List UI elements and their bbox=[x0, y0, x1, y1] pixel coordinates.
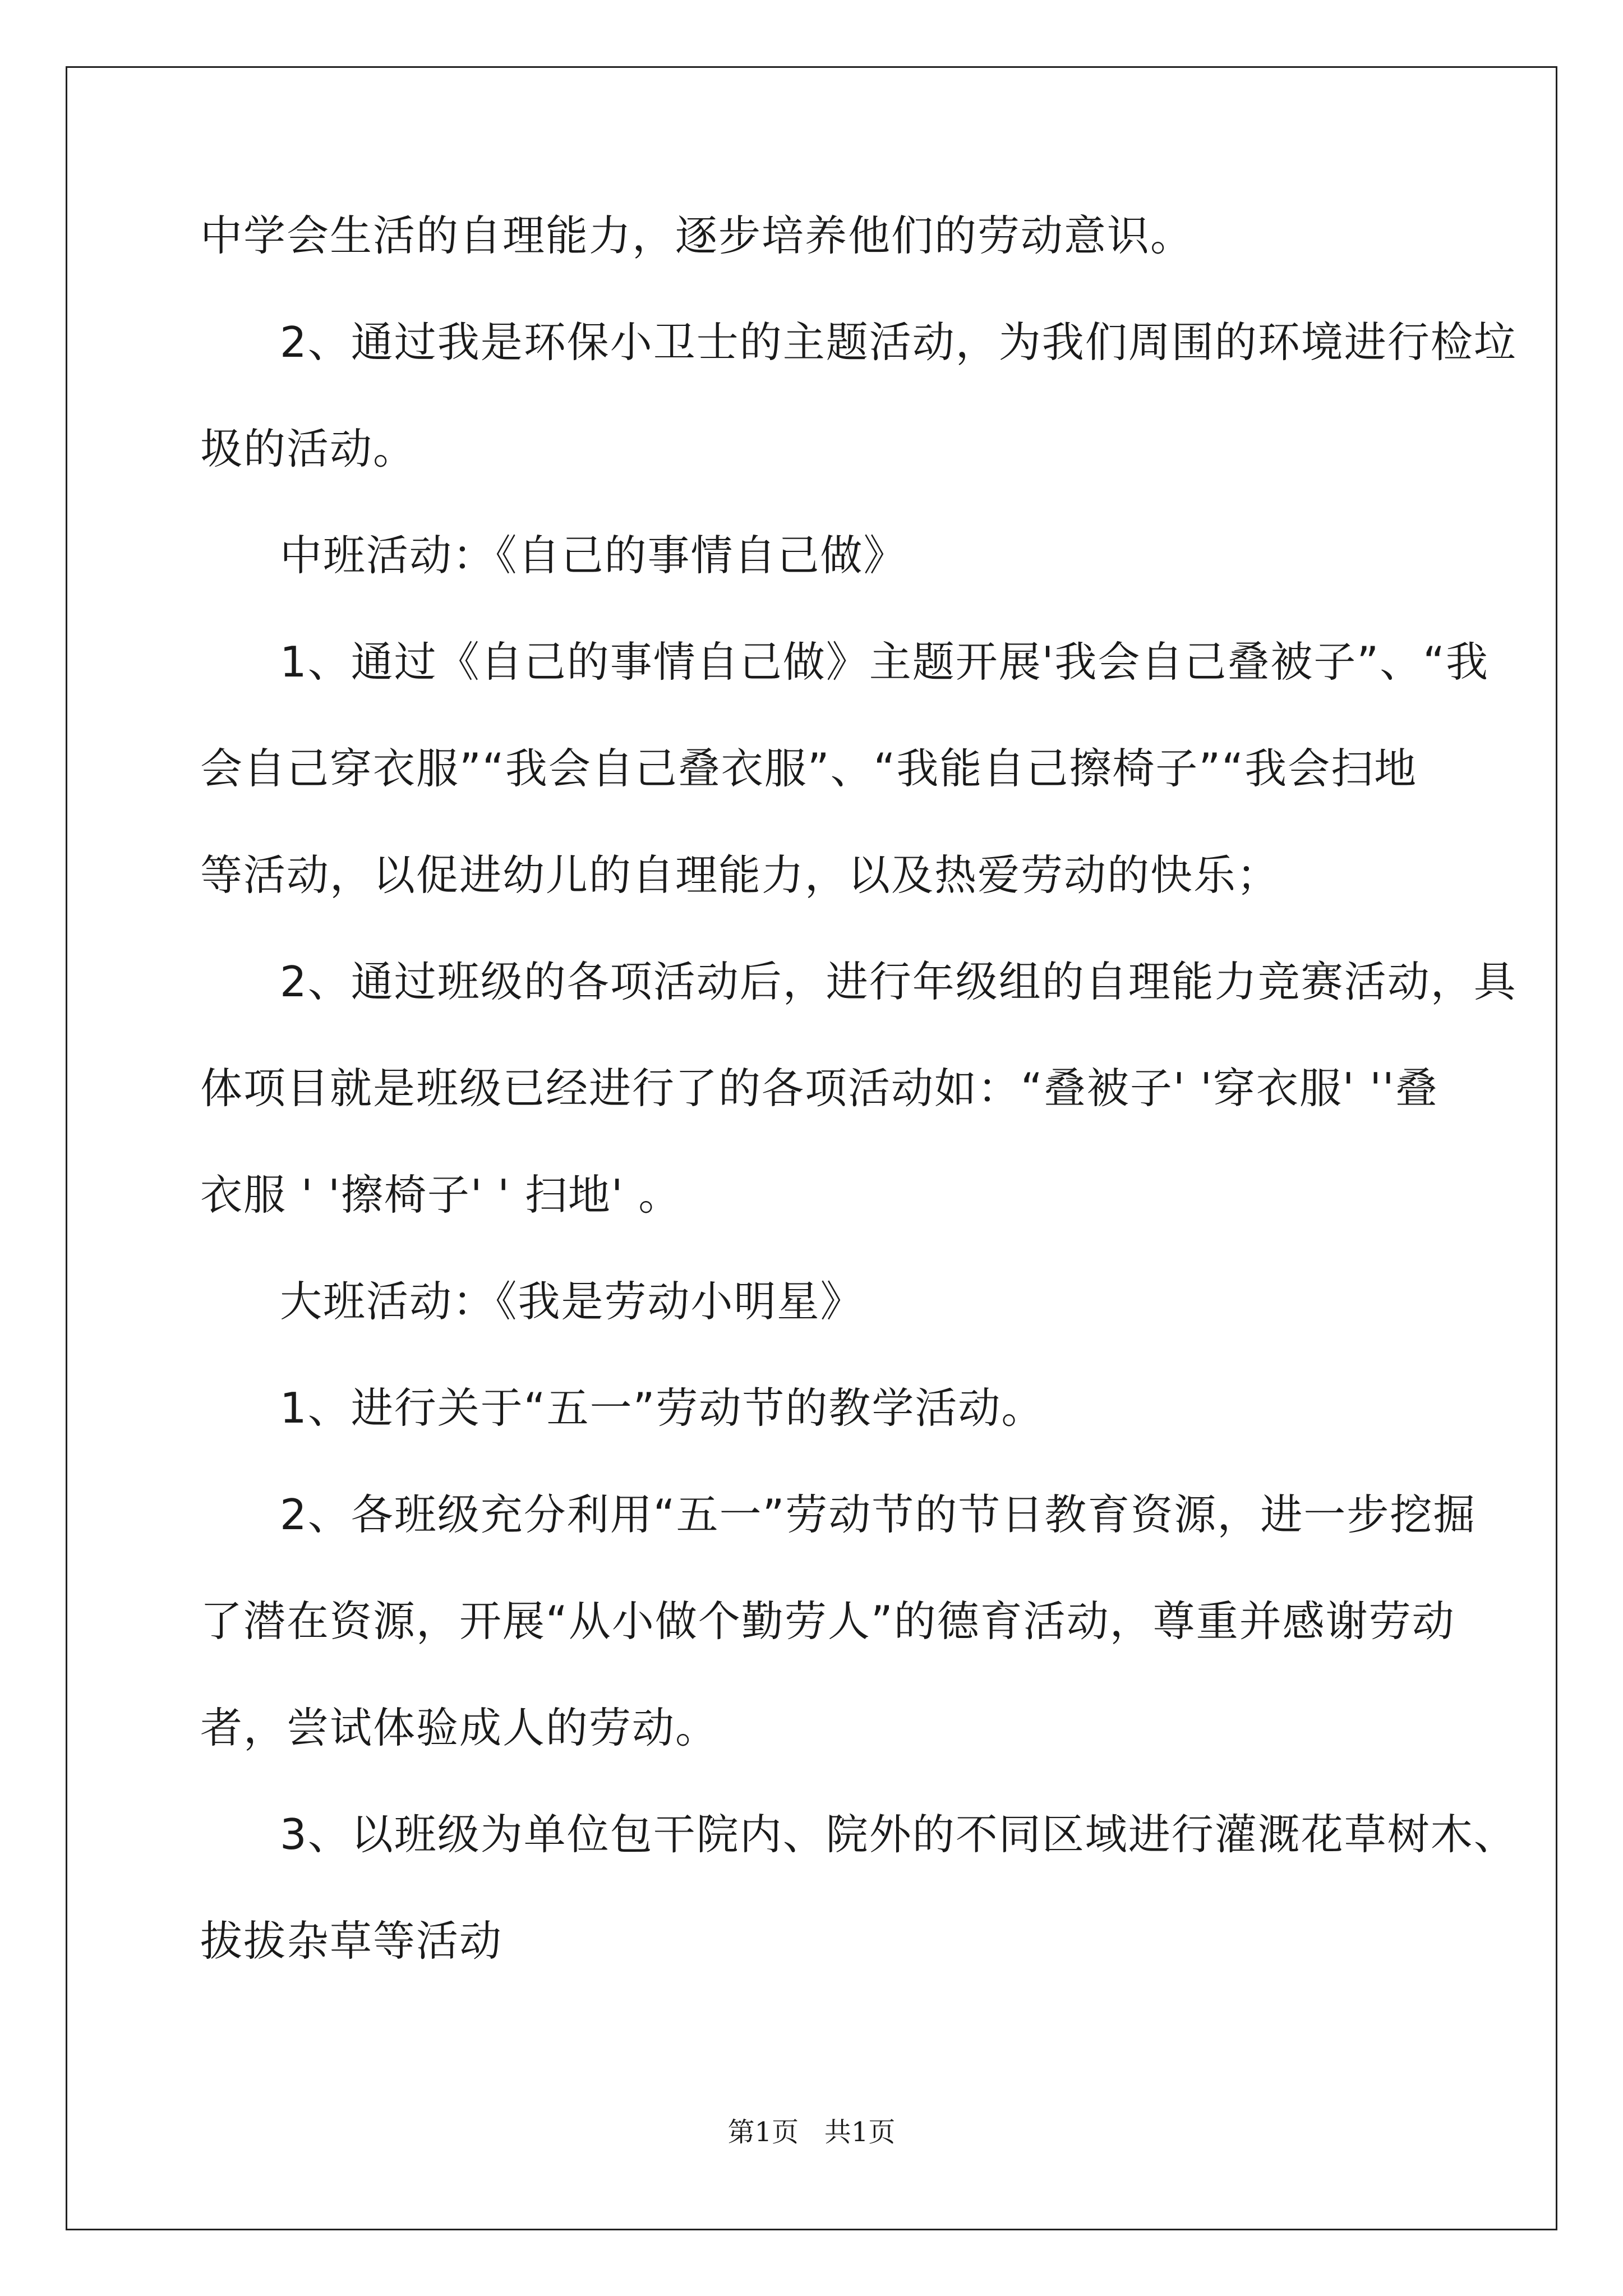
page-border bbox=[66, 66, 1557, 2230]
text-line-1: 中学会生活的自理能力，逐步培养他们的劳动意识。 bbox=[200, 211, 1194, 260]
text-line-12: 1、进行关于“五一”劳动节的教学活动。 bbox=[280, 1383, 1045, 1433]
text-line-7: 等活动，以促进幼儿的自理能力，以及热爱劳动的快乐； bbox=[200, 850, 1280, 900]
text-line-3: 圾的活动。 bbox=[200, 424, 417, 473]
text-line-16: 3、以班级为单位包干院内、院外的不同区域进行灌溉花草树木、 bbox=[280, 1810, 1517, 1859]
text-line-13: 2、各班级充分利用“五一”劳动节的节日教育资源，进一步挖掘 bbox=[280, 1490, 1477, 1539]
page-number-footer: 第1页 共1页 bbox=[727, 2116, 896, 2148]
text-line-8: 2、通过班级的各项活动后，进行年级组的自理能力竞赛活动，具 bbox=[280, 957, 1517, 1006]
text-line-17: 拔拔杂草等活动 bbox=[200, 1916, 503, 1966]
text-line-5: 1、通过《自己的事情自己做》主题开展'我会自己叠被子”、“我 bbox=[280, 637, 1490, 687]
section-heading-senior-class: 大班活动：《我是劳动小明星》 bbox=[280, 1277, 864, 1326]
text-line-6: 会自己穿衣服”“我会自己叠衣服”、“我能自己擦椅子”“我会扫地 bbox=[200, 744, 1418, 793]
text-line-2: 2、通过我是环保小卫士的主题活动，为我们周围的环境进行检垃 bbox=[280, 318, 1517, 367]
section-heading-middle-class: 中班活动：《自己的事情自己做》 bbox=[280, 531, 907, 580]
text-line-10: 衣服 ' '擦椅子' ' 扫地' 。 bbox=[200, 1170, 682, 1220]
text-line-14: 了潜在资源，开展“从小做个勤劳人”的德育活动，尊重并感谢劳动 bbox=[200, 1596, 1455, 1646]
text-line-15: 者，尝试体验成人的劳动。 bbox=[200, 1703, 719, 1752]
text-line-9: 体项目就是班级已经进行了的各项活动如：“叠被子' '穿衣服' ''叠 bbox=[200, 1064, 1438, 1113]
